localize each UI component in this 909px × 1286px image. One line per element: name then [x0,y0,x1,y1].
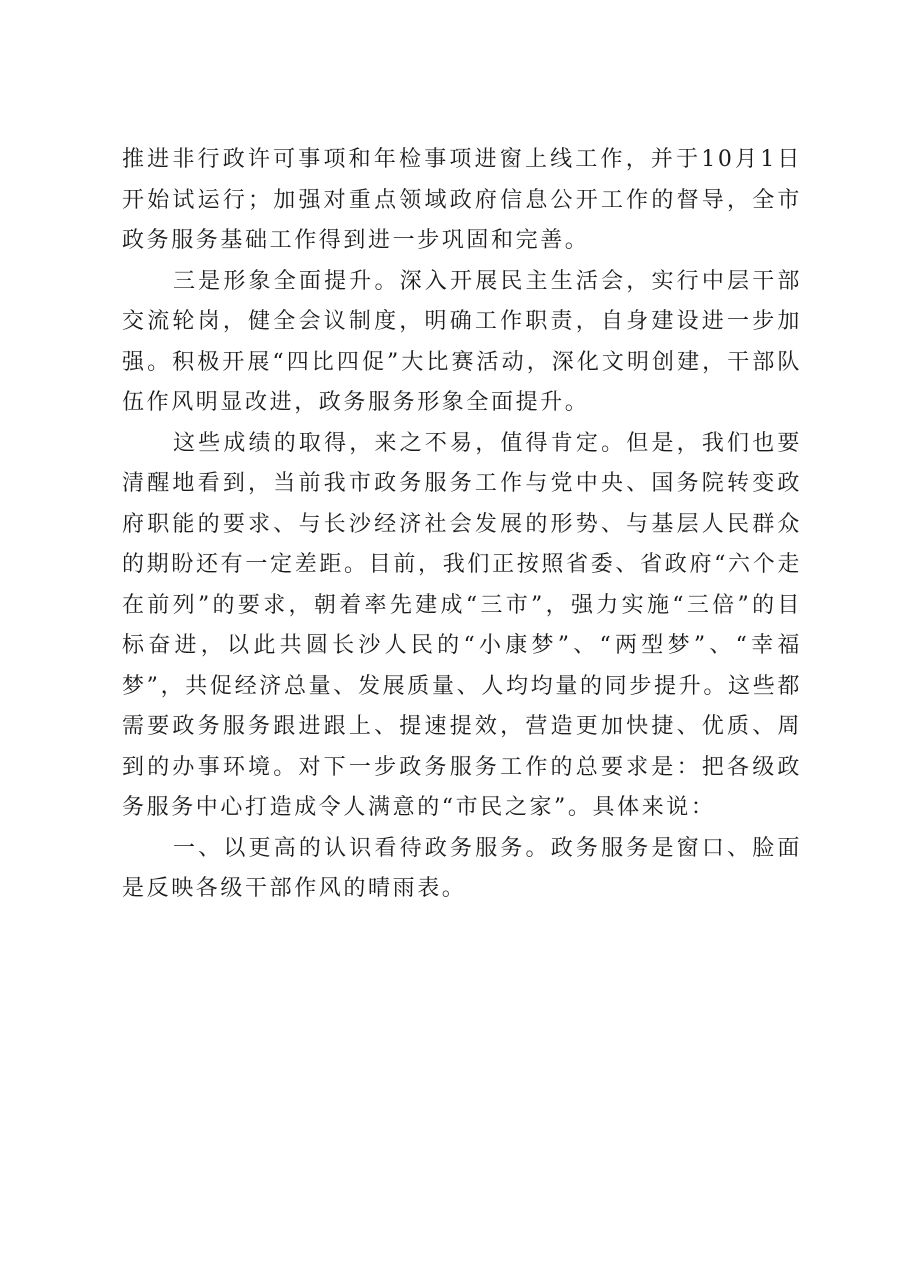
paragraph-continuation: 推进非行政许可事项和年检事项进窗上线工作，并于10月1日开始试运行；加强对重点领域政府信息公开工作的督导，全市政务服务基础工作得到进一步巩固和完善。 [122,147,802,253]
paragraph-achievements-and-gaps: 这些成绩的取得，来之不易，值得肯定。但是，我们也要清醒地看到，当前我市政务服务工作与党中央、国务院转变政府职能的要求、与长沙经济社会发展的形势、与基层人民群众的期盼还有一定差距。目前，我们正按照省委、省政府“六个走在前列”的要求，朝着率先建成“三市”，强力实施“三倍”的目标奋进，以此共圆长沙人民的“小康梦”、“两型梦”、“幸福梦”，共促经济总量、发展质量、人均均量的同步提升。这些都需要政务服务跟进跟上、提速提效，营造更加快捷、优质、周到的办事环境。对下一步政务服务工作的总要求是：把各级政务服务中心打造成令人满意的“市民之家”。具体来说： [122,430,802,820]
paragraph-image-improvement: 三是形象全面提升。深入开展民主生活会，实行中层干部交流轮岗，健全会议制度，明确工作职责，自身建设进一步加强。积极开展“四比四促”大比赛活动，深化文明创建，干部队伍作风明显改进，政务服务形象全面提升。 [122,268,802,415]
paragraph-higher-understanding: 一、以更高的认识看待政务服务。政务服务是窗口、脸面是反映各级干部作风的晴雨表。 [122,835,802,901]
document-body [122,140,802,910]
